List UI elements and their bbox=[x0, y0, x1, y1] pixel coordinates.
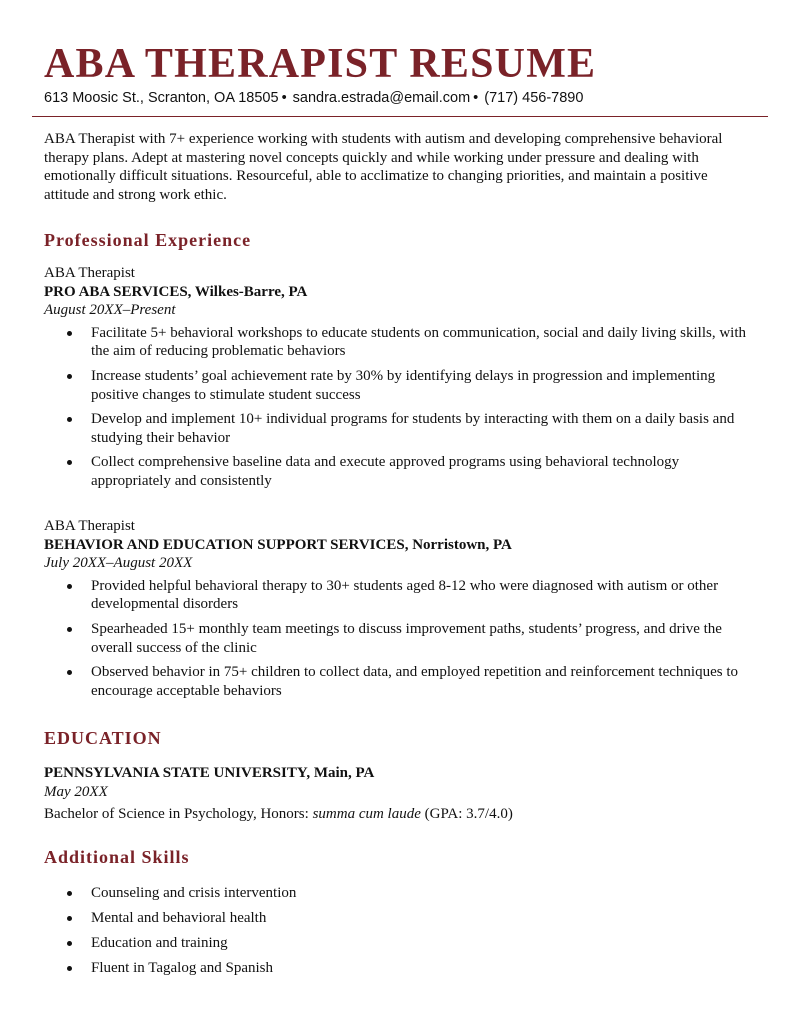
bullet-text: Observed behavior in 75+ children to collect data, and employed repetition and reinforcement techniques to encourage acceptable behaviors bbox=[91, 664, 738, 699]
bullet-icon bbox=[67, 670, 72, 675]
job-company: PRO ABA SERVICES, Wilkes-Barre, PA bbox=[44, 283, 308, 300]
address: 613 Moosic St., Scranton, OA 18505 bbox=[44, 90, 279, 106]
summary: ABA Therapist with 7+ experience working with students with autism and developing comprehensive behavioral therapy plans. Adept at mastering novel concepts quickly and while working under pressure and dealing with emotionally difficult situations. Resourceful, able to acclimatize to changing priorities, and maintain a positive attitude and strong work ethic. bbox=[44, 131, 723, 203]
job-role: ABA Therapist bbox=[44, 265, 135, 281]
skills-section bbox=[44, 884, 756, 984]
section-title-skills: Additional Skills bbox=[44, 847, 190, 867]
skill-text: Fluent in Tagalog and Spanish bbox=[91, 959, 273, 976]
phone: (717) 456-7890 bbox=[484, 90, 584, 106]
bullet-icon bbox=[67, 966, 72, 971]
skill-text: Education and training bbox=[91, 934, 228, 951]
list-item bbox=[44, 367, 756, 404]
list-item bbox=[44, 577, 756, 614]
bullet-text: Increase students’ goal achievement rate by 30% by identifying delays in progression and implementing positive changes to stimulate student success bbox=[91, 367, 716, 403]
contact-separator: • bbox=[473, 90, 479, 106]
bullet-icon bbox=[67, 916, 72, 921]
section-title-experience: Professional Experience bbox=[44, 230, 252, 250]
degree: Bachelor of Science in Psychology, Honors: bbox=[44, 806, 313, 823]
bullet-icon bbox=[67, 460, 72, 465]
education-entry bbox=[44, 764, 756, 824]
bullet-text: Develop and implement 10+ individual programs for students by interacting with them on a daily basis and studying their behavior bbox=[91, 411, 735, 446]
list-item bbox=[44, 663, 756, 700]
list-item bbox=[44, 884, 756, 903]
bullet-icon bbox=[67, 417, 72, 422]
job-bullets bbox=[44, 577, 756, 701]
job-entry bbox=[44, 517, 756, 706]
skills-list bbox=[44, 884, 756, 978]
bullet-icon bbox=[67, 374, 72, 379]
section-title-education: EDUCATION bbox=[44, 728, 162, 748]
job-company: BEHAVIOR AND EDUCATION SUPPORT SERVICES, Norristown, PA bbox=[44, 536, 512, 553]
school-name: PENNSYLVANIA STATE UNIVERSITY, Main, PA bbox=[44, 765, 375, 781]
skill-text: Counseling and crisis intervention bbox=[91, 885, 297, 901]
job-role: ABA Therapist bbox=[44, 518, 135, 534]
degree-line bbox=[44, 805, 756, 824]
bullet-icon bbox=[67, 331, 72, 336]
resume-title: ABA THERAPIST RESUME bbox=[44, 41, 597, 87]
list-item bbox=[44, 453, 756, 490]
header-divider bbox=[32, 116, 768, 117]
email: sandra.estrada@email.com bbox=[292, 90, 471, 106]
job-dates: July 20XX–August 20XX bbox=[44, 555, 193, 572]
bullet-text: Provided helpful behavioral therapy to 30+ students aged 8-12 who were diagnosed with autism or other developmental disorders bbox=[91, 577, 719, 613]
list-item bbox=[44, 620, 756, 657]
honors: summa cum laude bbox=[312, 806, 421, 823]
list-item bbox=[44, 410, 756, 447]
list-item bbox=[44, 909, 756, 928]
bullet-icon bbox=[67, 627, 72, 632]
bullet-text: Facilitate 5+ behavioral workshops to educate students on communication, social and daily living skills, with the aim of reducing problematic behaviors bbox=[91, 324, 747, 360]
job-bullets bbox=[44, 324, 756, 491]
gpa: (GPA: 3.7/4.0) bbox=[420, 806, 513, 823]
list-item bbox=[44, 324, 756, 361]
job-entry bbox=[44, 264, 756, 497]
bullet-icon bbox=[67, 891, 72, 896]
contact-separator: • bbox=[281, 90, 287, 106]
bullet-text: Spearheaded 15+ monthly team meetings to discuss improvement paths, students’ progress, and drive the overall success of the clinic bbox=[91, 620, 722, 656]
list-item bbox=[44, 959, 756, 978]
job-dates: August 20XX–Present bbox=[44, 302, 176, 319]
bullet-text: Collect comprehensive baseline data and execute approved programs using behavioral technology appropriately and consistently bbox=[91, 454, 680, 489]
skill-text: Mental and behavioral health bbox=[91, 909, 267, 926]
bullet-icon bbox=[67, 584, 72, 589]
contact-line bbox=[44, 88, 583, 108]
list-item bbox=[44, 934, 756, 953]
bullet-icon bbox=[67, 941, 72, 946]
education-date: May 20XX bbox=[44, 783, 108, 800]
